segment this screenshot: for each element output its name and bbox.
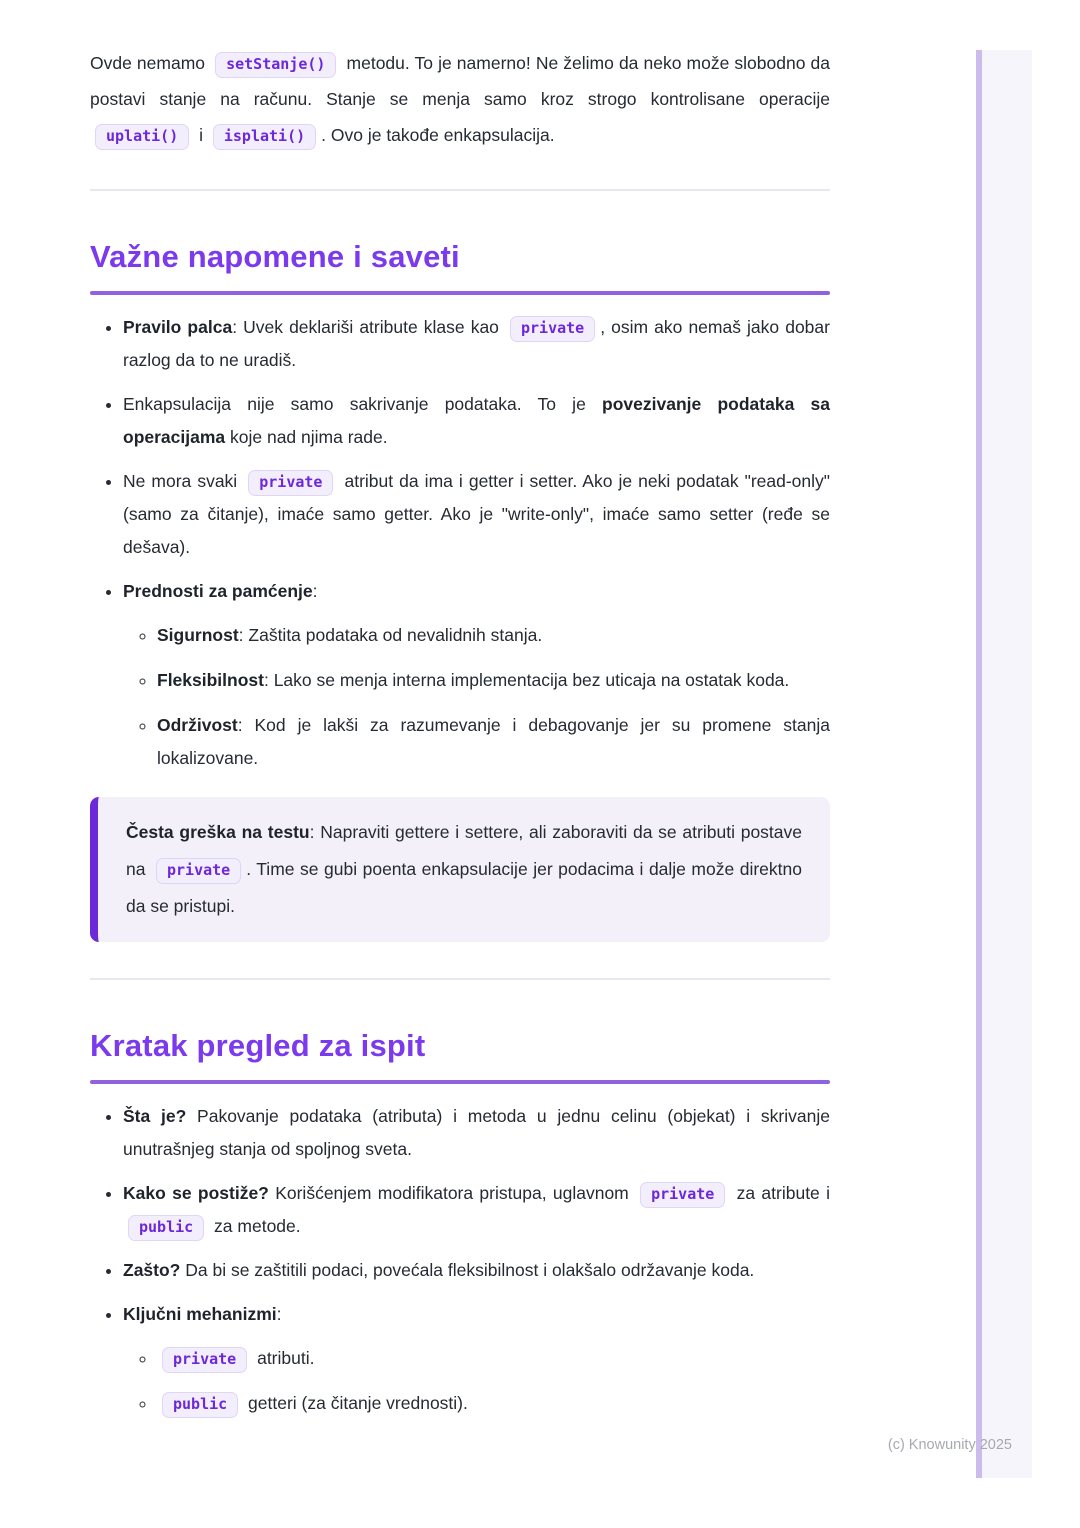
text-run: : <box>312 581 318 601</box>
section-divider <box>90 189 830 191</box>
inline-code-chip: public <box>128 1215 204 1241</box>
text-run: za metode. <box>209 1216 301 1236</box>
bullet-list <box>90 311 830 775</box>
text-run: Enkapsulacija nije samo sakrivanje podataka. To je <box>123 394 603 414</box>
heading-underline <box>90 291 830 295</box>
bold-text: Sigurnost <box>157 625 239 645</box>
text-run: atributi. <box>252 1348 315 1368</box>
text-run: : Napraviti gettere i settere, ali zaboraviti da se atributi postave na <box>126 822 803 879</box>
bold-text: povezivanje podataka sa operacijama <box>123 394 830 447</box>
inline-code-chip: private <box>510 316 595 342</box>
list-item-text <box>123 1106 830 1159</box>
list-item <box>123 1254 830 1287</box>
list-item-text <box>123 317 830 370</box>
right-margin-panel <box>976 50 1032 1478</box>
text-run: metodu. To je namerno! Ne želimo da neko može slobodno da postavi stanje na računu. Stanje se menja samo kroz strogo kontrolisane operacije <box>90 53 831 109</box>
text-run: . Ovo je takođe enkapsulacija. <box>321 125 555 145</box>
text-run: Ovde nemamo <box>90 53 211 73</box>
sub-list-item <box>157 664 830 697</box>
list-item-text <box>123 1183 830 1236</box>
bold-text: Šta je? <box>123 1106 187 1126</box>
text-run: : Kod je lakši za razumevanje i debagovanje jer su promene stanja lokalizovane. <box>157 715 830 768</box>
text-run: Korišćenjem modifikatora pristupa, uglavnom <box>268 1183 636 1203</box>
inline-code-chip: private <box>156 858 241 884</box>
bold-text: Česta greška na testu <box>126 822 310 842</box>
text-run: . Time se gubi poenta enkapsulacije jer podacima i dalje može direktno da se pristupi. <box>126 859 802 916</box>
inline-code-chip: private <box>162 1347 247 1373</box>
list-item <box>123 388 830 454</box>
text-run: getteri (za čitanje vrednosti). <box>243 1393 468 1413</box>
bold-text: Zašto? <box>123 1260 181 1280</box>
list-item-text <box>157 1393 468 1413</box>
callout-note <box>90 797 830 942</box>
section-title: Kratak pregled za ispit <box>90 1028 426 1063</box>
bullet-list <box>90 1100 830 1420</box>
text-run: , osim ako nemaš jako dobar razlog da to ne uradiš. <box>123 317 830 370</box>
section-vazne-napomene <box>90 237 830 942</box>
text-run: za atribute i <box>730 1183 830 1203</box>
inline-code-chip: public <box>162 1392 238 1418</box>
inline-code-chip: uplati() <box>95 124 189 150</box>
sub-list-item <box>157 619 830 652</box>
copyright-notice: (c) Knowunity 2025 <box>887 1437 1012 1453</box>
inline-code-chip: private <box>640 1182 725 1208</box>
text-run: : Lako se menja interna implementacija bez uticaja na ostatak koda. <box>263 670 790 690</box>
list-item-text <box>157 715 830 768</box>
list-item <box>123 1298 830 1420</box>
text-run: Da bi se zaštitili podaci, povećala fleksibilnost i olakšalo održavanje koda. <box>180 1260 755 1280</box>
list-item-text <box>157 625 542 645</box>
text-run: Ne mora svaki <box>123 471 244 491</box>
section-title: Važne napomene i saveti <box>90 239 460 274</box>
text-run: : Zaštita podataka od nevalidnih stanja. <box>238 625 543 645</box>
inline-code-chip: isplati() <box>213 124 316 150</box>
sub-bullet-list <box>123 619 830 775</box>
heading-underline <box>90 1080 830 1084</box>
bold-text: Ključni mehanizmi <box>123 1304 277 1324</box>
sub-list-item <box>157 1387 830 1420</box>
bold-text: Prednosti za pamćenje <box>123 581 313 601</box>
section-kratak-pregled <box>90 1026 830 1420</box>
list-item <box>123 575 830 775</box>
list-item <box>123 465 830 564</box>
text-run: : <box>276 1304 282 1324</box>
sub-list-item <box>157 709 830 775</box>
section-divider <box>90 978 830 980</box>
sub-list-item <box>157 1342 830 1375</box>
bold-text: Fleksibilnost <box>157 670 264 690</box>
list-item <box>123 311 830 377</box>
text-run: atribut da ima i getter i setter. Ako je neki podatak "read-only" (samo za čitanje), imaće samo getter. Ako je "write-only", imaće samo setter (ređe se dešava). <box>123 471 830 557</box>
list-item-text <box>123 1304 282 1324</box>
list-item-text <box>123 471 830 557</box>
list-item-text <box>123 1260 754 1280</box>
list-item-text <box>123 581 318 601</box>
bold-text: Održivost <box>157 715 238 735</box>
intro-paragraph <box>90 45 830 153</box>
document-content <box>90 0 830 1432</box>
list-item-text <box>123 394 830 447</box>
sub-bullet-list <box>123 1342 830 1420</box>
inline-code-chip: setStanje() <box>215 52 336 78</box>
text-run: i <box>194 125 208 145</box>
list-item <box>123 1177 830 1243</box>
text-run: : Uvek deklariši atribute klase kao <box>232 317 505 337</box>
list-item-text <box>157 1348 314 1368</box>
callout-text <box>126 814 802 925</box>
list-item <box>123 1100 830 1166</box>
bold-text: Kako se postiže? <box>123 1183 269 1203</box>
text-run: Pakovanje podataka (atributa) i metoda u jednu celinu (objekat) i skrivanje unutrašnjeg stanja od spoljnog sveta. <box>123 1106 830 1159</box>
bold-text: Pravilo palca <box>123 317 233 337</box>
inline-code-chip: private <box>248 470 333 496</box>
list-item-text <box>157 670 789 690</box>
text-run: koje nad njima rade. <box>225 427 388 447</box>
